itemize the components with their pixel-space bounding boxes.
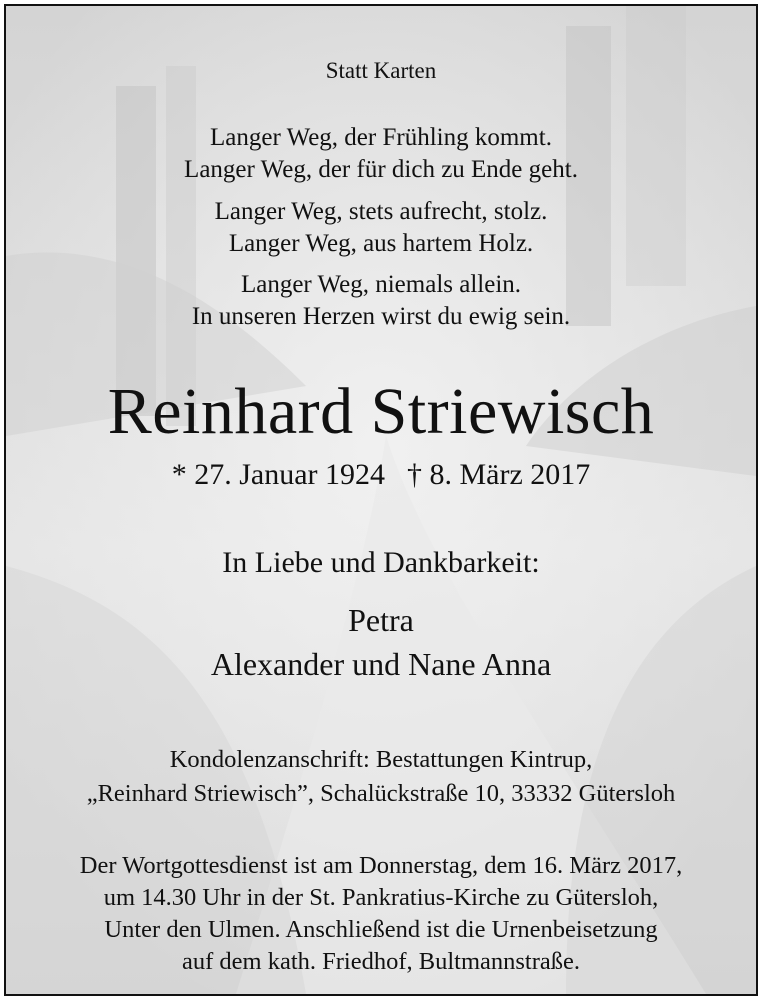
obituary-notice [4, 4, 758, 996]
service-info-line: Der Wortgottesdienst ist am Donnerstag, dem 16. März 2017, [79, 852, 683, 879]
birth-date: * 27. Januar 1924 [171, 458, 385, 491]
condolence-address-line: „Reinhard Striewisch”, Schalückstraße 10, 33332 Gütersloh [86, 780, 676, 807]
condolence-address-line: Kondolenzanschrift: Bestattungen Kintrup, [169, 746, 593, 773]
poem-line: Langer Weg, aus hartem Holz. [228, 230, 534, 257]
service-info-line: um 14.30 Uhr in der St. Pankratius-Kirche zu Gütersloh, [103, 884, 659, 911]
poem-line: Langer Weg, der Frühling kommt. [210, 124, 552, 151]
deceased-name: Reinhard Striewisch [107, 375, 655, 448]
poem-line: In unseren Herzen wirst du ewig sein. [191, 303, 571, 330]
poem-line: Langer Weg, niemals allein. [240, 271, 522, 298]
poem-line: Langer Weg, stets aufrecht, stolz. [214, 198, 548, 225]
life-dates [6, 458, 756, 492]
mourner-name: Alexander und Nane Anna [210, 646, 552, 682]
poem-line: Langer Weg, der für dich zu Ende geht. [184, 156, 578, 183]
service-info-line: Unter den Ulmen. Anschließend ist die Urnenbeisetzung [104, 916, 658, 943]
mourners-intro: In Liebe und Dankbarkeit: [222, 546, 540, 579]
service-info-line: auf dem kath. Friedhof, Bultmannstraße. [181, 948, 581, 975]
death-date: † 8. März 2017 [407, 458, 591, 491]
statt-karten-label: Statt Karten [325, 58, 437, 83]
mourner-name: Petra [348, 602, 414, 638]
notice-text [6, 6, 756, 994]
